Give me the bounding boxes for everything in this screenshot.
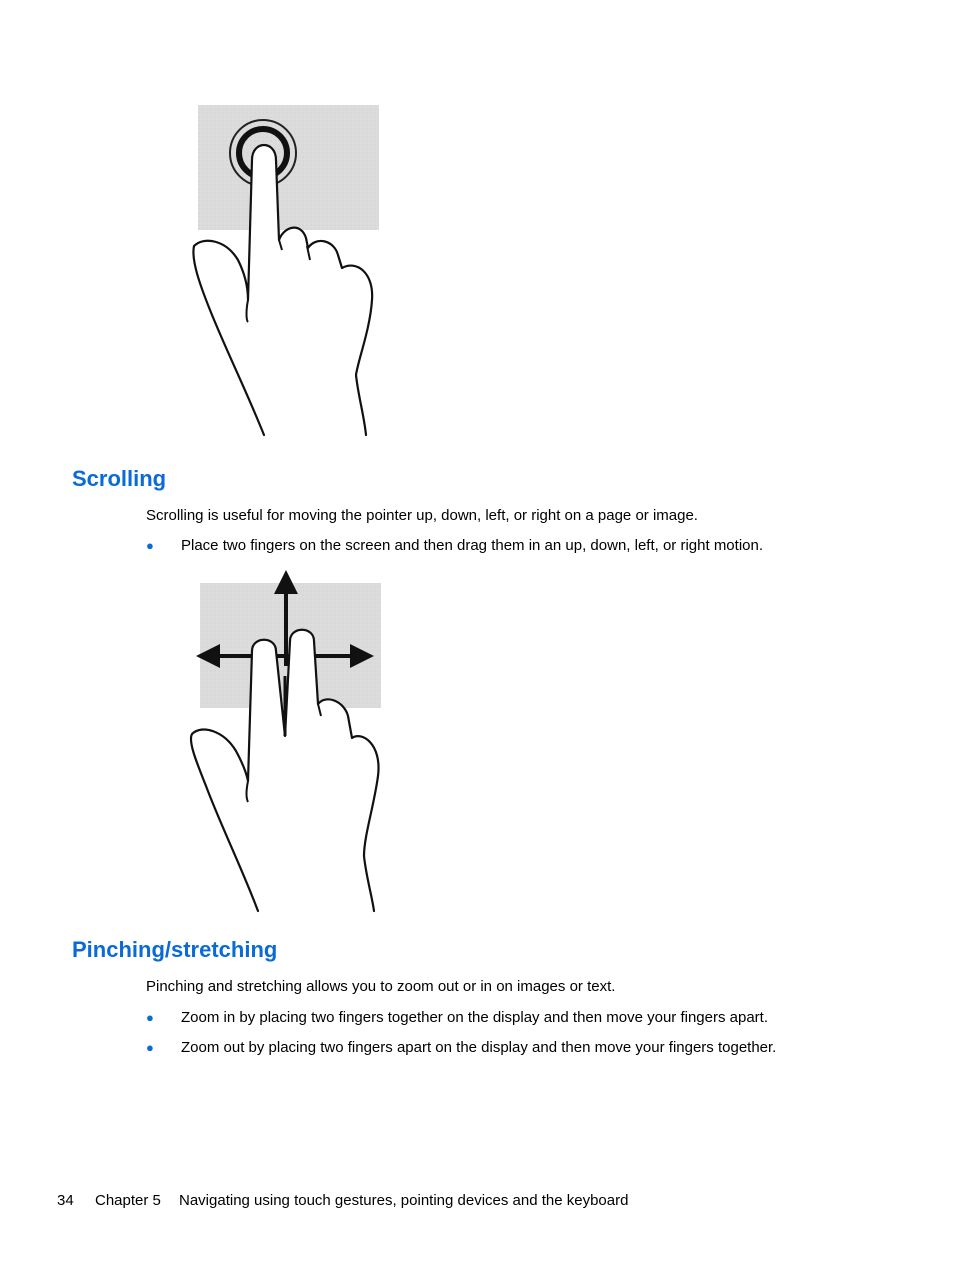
tap-gesture-icon (186, 100, 396, 440)
section-intro-pinching: Pinching and stretching allows you to zoom out or in on images or text. (146, 978, 616, 995)
bullet-icon: ● (146, 1010, 154, 1025)
page-number: 34 (57, 1192, 74, 1209)
list-item-text: Zoom out by placing two fingers apart on the display and then move your fingers together. (181, 1039, 777, 1056)
section-heading-scrolling: Scrolling (72, 466, 167, 491)
bullet-icon: ● (146, 538, 154, 553)
list-item-text: Zoom in by placing two fingers together on the display and then move your fingers apart. (181, 1009, 768, 1026)
list-item (146, 1009, 846, 1027)
bullet-icon: ● (146, 1040, 154, 1055)
list-item (146, 537, 846, 555)
list-item-text: Place two fingers on the screen and then drag them in an up, down, left, or right motion. (181, 537, 764, 554)
scroll-gesture-icon (186, 566, 396, 916)
footer-chapter-title: Navigating using touch gestures, pointing devices and the keyboard (179, 1192, 629, 1209)
footer-chapter: Chapter 5 (95, 1192, 161, 1209)
list-item (146, 1039, 846, 1057)
section-heading-pinching: Pinching/stretching (72, 937, 278, 962)
section-intro-scrolling: Scrolling is useful for moving the pointer up, down, left, or right on a page or image. (146, 507, 698, 524)
page-footer (57, 1192, 697, 1210)
